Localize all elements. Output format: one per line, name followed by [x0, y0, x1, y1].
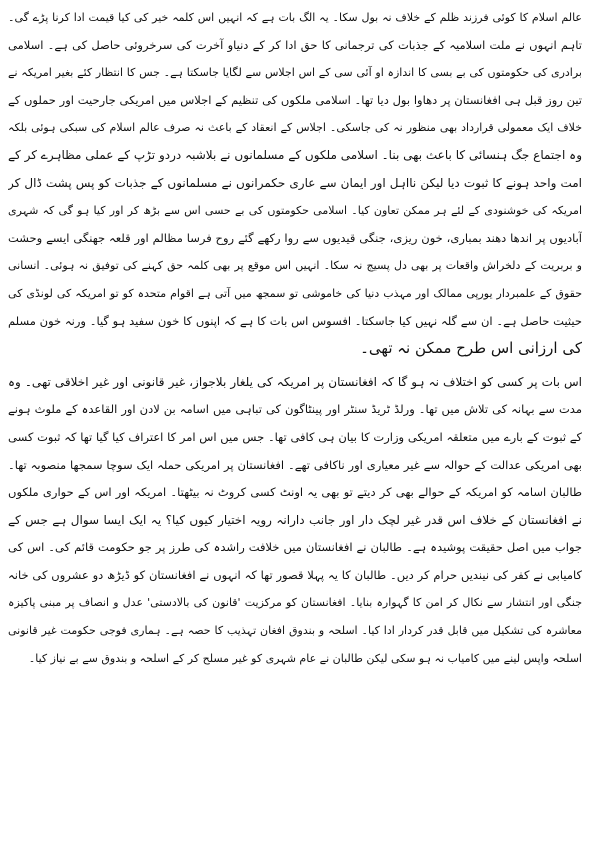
- text-line: و بربریت کے دلخراش واقعات پر بھی دل پسیج نہ سکا۔ انہیں اس موقع پر بھی کلمہ حق کہنے کی توفیق نہ ہوئی۔ انسانی: [8, 259, 582, 273]
- text-line: بھی امریکی عدالت کے حوالہ سے غیر معیاری اور ناکافی تھے۔ افغانستان پر امریکی حملہ ایک سوچا سمجھا منصوبہ تھا۔: [8, 457, 582, 472]
- text-line: حقوق کے علمبردار یورپی ممالک اور مہذب دنیا کی خاموشی تو سمجھ میں آتی ہے اقوام متحدہ کو تو امریکہ کی لونڈی کی: [8, 286, 582, 300]
- text-line: تاہم انہوں نے ملت اسلامیہ کے جذبات کی ترجمانی کا حق ادا کر کے دنیاو آخرت کی سرخروئی حاصل کی ہے۔ اسلامی: [8, 37, 582, 52]
- text-line: وہ اجتماع جگ ہنسائی کا باعث بھی بنا۔ اسلامی ملکوں کے مسلمانوں نے بلاشبہ دردو تڑپ کے عملی مظاہرے کر کے: [8, 147, 582, 162]
- text-line: کامیابی نے کفر کی نیندیں حرام کر دیں۔ طالبان کا یہ پہلا قصور تھا کہ انہوں نے افغانستان کو ڈیڑھ دو عشروں کی خانہ: [8, 567, 582, 582]
- text-line: خلاف ایک معمولی قرارداد بھی منظور نہ کی جاسکی۔ اجلاس کے انعقاد کے باعث نہ صرف عالم اسلام کی سبکی ہوئی بلکہ: [8, 121, 582, 135]
- text-line: جنگی اور انتشار سے نکال کر امن کا گہوارہ بنایا۔ افغانستان کو مرکزیت 'قانون کی بالادستی' عدل و انصاف پر مبنی پاکیزہ: [8, 596, 582, 610]
- text-line: امت واحد ہونے کا ثبوت دیا لیکن نااہل اور ایمان سے عاری حکمرانوں نے مسلمانوں کے جذبات کو پس پشت ڈال کر: [8, 175, 582, 190]
- text-line: کی ارزانی اس طرح ممکن نہ تھی۔: [360, 339, 582, 358]
- text-line: حیثیت حاصل ہے۔ ان سے گلہ نہیں کیا جاسکتا۔ افسوس اس بات کا ہے کہ اپنوں کا خون سفید ہو گیا۔ ورنہ خون مسلم: [8, 313, 582, 328]
- text-line: نے افغانستان کے خلاف اس قدر غیر لچک دار اور جانب دارانہ رویہ اختیار کیوں کیا؟ یہ ایک ایسا سوال ہے جس کے: [8, 512, 582, 527]
- text-line: کے ثبوت کے بارے میں متعلقہ امریکی وزارت کا بیان ہی کافی تھا۔ جس میں اس امر کا اعتراف کیا گیا تھا کہ ثبوت کسی: [8, 429, 582, 444]
- text-line: عالم اسلام کا کوئی فرزند ظلم کے خلاف نہ بول سکا۔ یہ الگ بات ہے کہ انہیں اس کلمہ خیر کی کیا قیمت ادا کرنا پڑے گی۔: [8, 11, 582, 24]
- text-line: معاشرہ کی تشکیل میں قابل قدر کردار ادا کیا۔ اسلحہ و بندوق افغان تہذیب کا حصہ ہے۔ ہماری فوجی حکومت غیر قانونی: [8, 624, 582, 638]
- text-line: برادری کی حکومتوں کی بے بسی کا اندازہ او آئی سی کے اس اجلاس سے لگایا جاسکتا ہے۔ جس کا انتظار کئے بغیر امریکہ نے: [8, 66, 582, 80]
- text-line: اس بات پر کسی کو اختلاف نہ ہو گا کہ افغانستان پر امریکہ کی یلغار بلاجواز، غیر قانونی اور غیر اخلاقی تھی۔ وہ: [8, 374, 582, 389]
- text-line: مدت سے بہانہ کی تلاش میں تھا۔ ورلڈ ٹریڈ سنٹر اور پینٹاگون کی تباہی میں اسامہ بن لادن اور القاعدہ کے ملوث ہونے: [8, 402, 582, 417]
- paragraph-2: [8, 369, 582, 673]
- paragraph-1: [8, 4, 582, 363]
- text-line: امریکہ کی خوشنودی کے لئے ہر ممکن تعاون کیا۔ اسلامی حکومتوں کی بے حسی اس سے بڑھ کر اور کیا ہو گی کہ شہری: [8, 204, 582, 218]
- text-line: اسلحہ واپس لینے میں کامیاب نہ ہو سکی لیکن طالبان نے عام شہری کو غیر مسلح کر کے اسلحہ و بندوق سے بے نیاز کیا۔: [28, 651, 582, 665]
- article-page: [8, 4, 582, 852]
- text-line: آبادیوں پر اندھا دھند بمباری، خون ریزی، جنگی قیدیوں سے روا رکھے گئے روح فرسا مظالم اور قلعہ جھنگی ایسے وحشت: [8, 230, 582, 245]
- text-line: تین روز قبل ہی افغانستان پر دھاوا بول دیا تھا۔ اسلامی ملکوں کی تنظیم کے اجلاس میں امریکی جارحیت اور حملوں کے: [8, 92, 582, 107]
- text-line: جواب میں اصل حقیقت پوشیدہ ہے۔ طالبان نے افغانستان میں خلافت راشدہ کی طرز پر جو حکومت قائم کی۔ اس کی: [8, 540, 582, 555]
- text-line: طالبان اسامہ کو امریکہ کے حوالے بھی کر دیتے تو بھی یہ اونٹ کسی کروٹ نہ بیٹھتا۔ امریکہ اور اس کے حواری ملکوں: [8, 485, 582, 500]
